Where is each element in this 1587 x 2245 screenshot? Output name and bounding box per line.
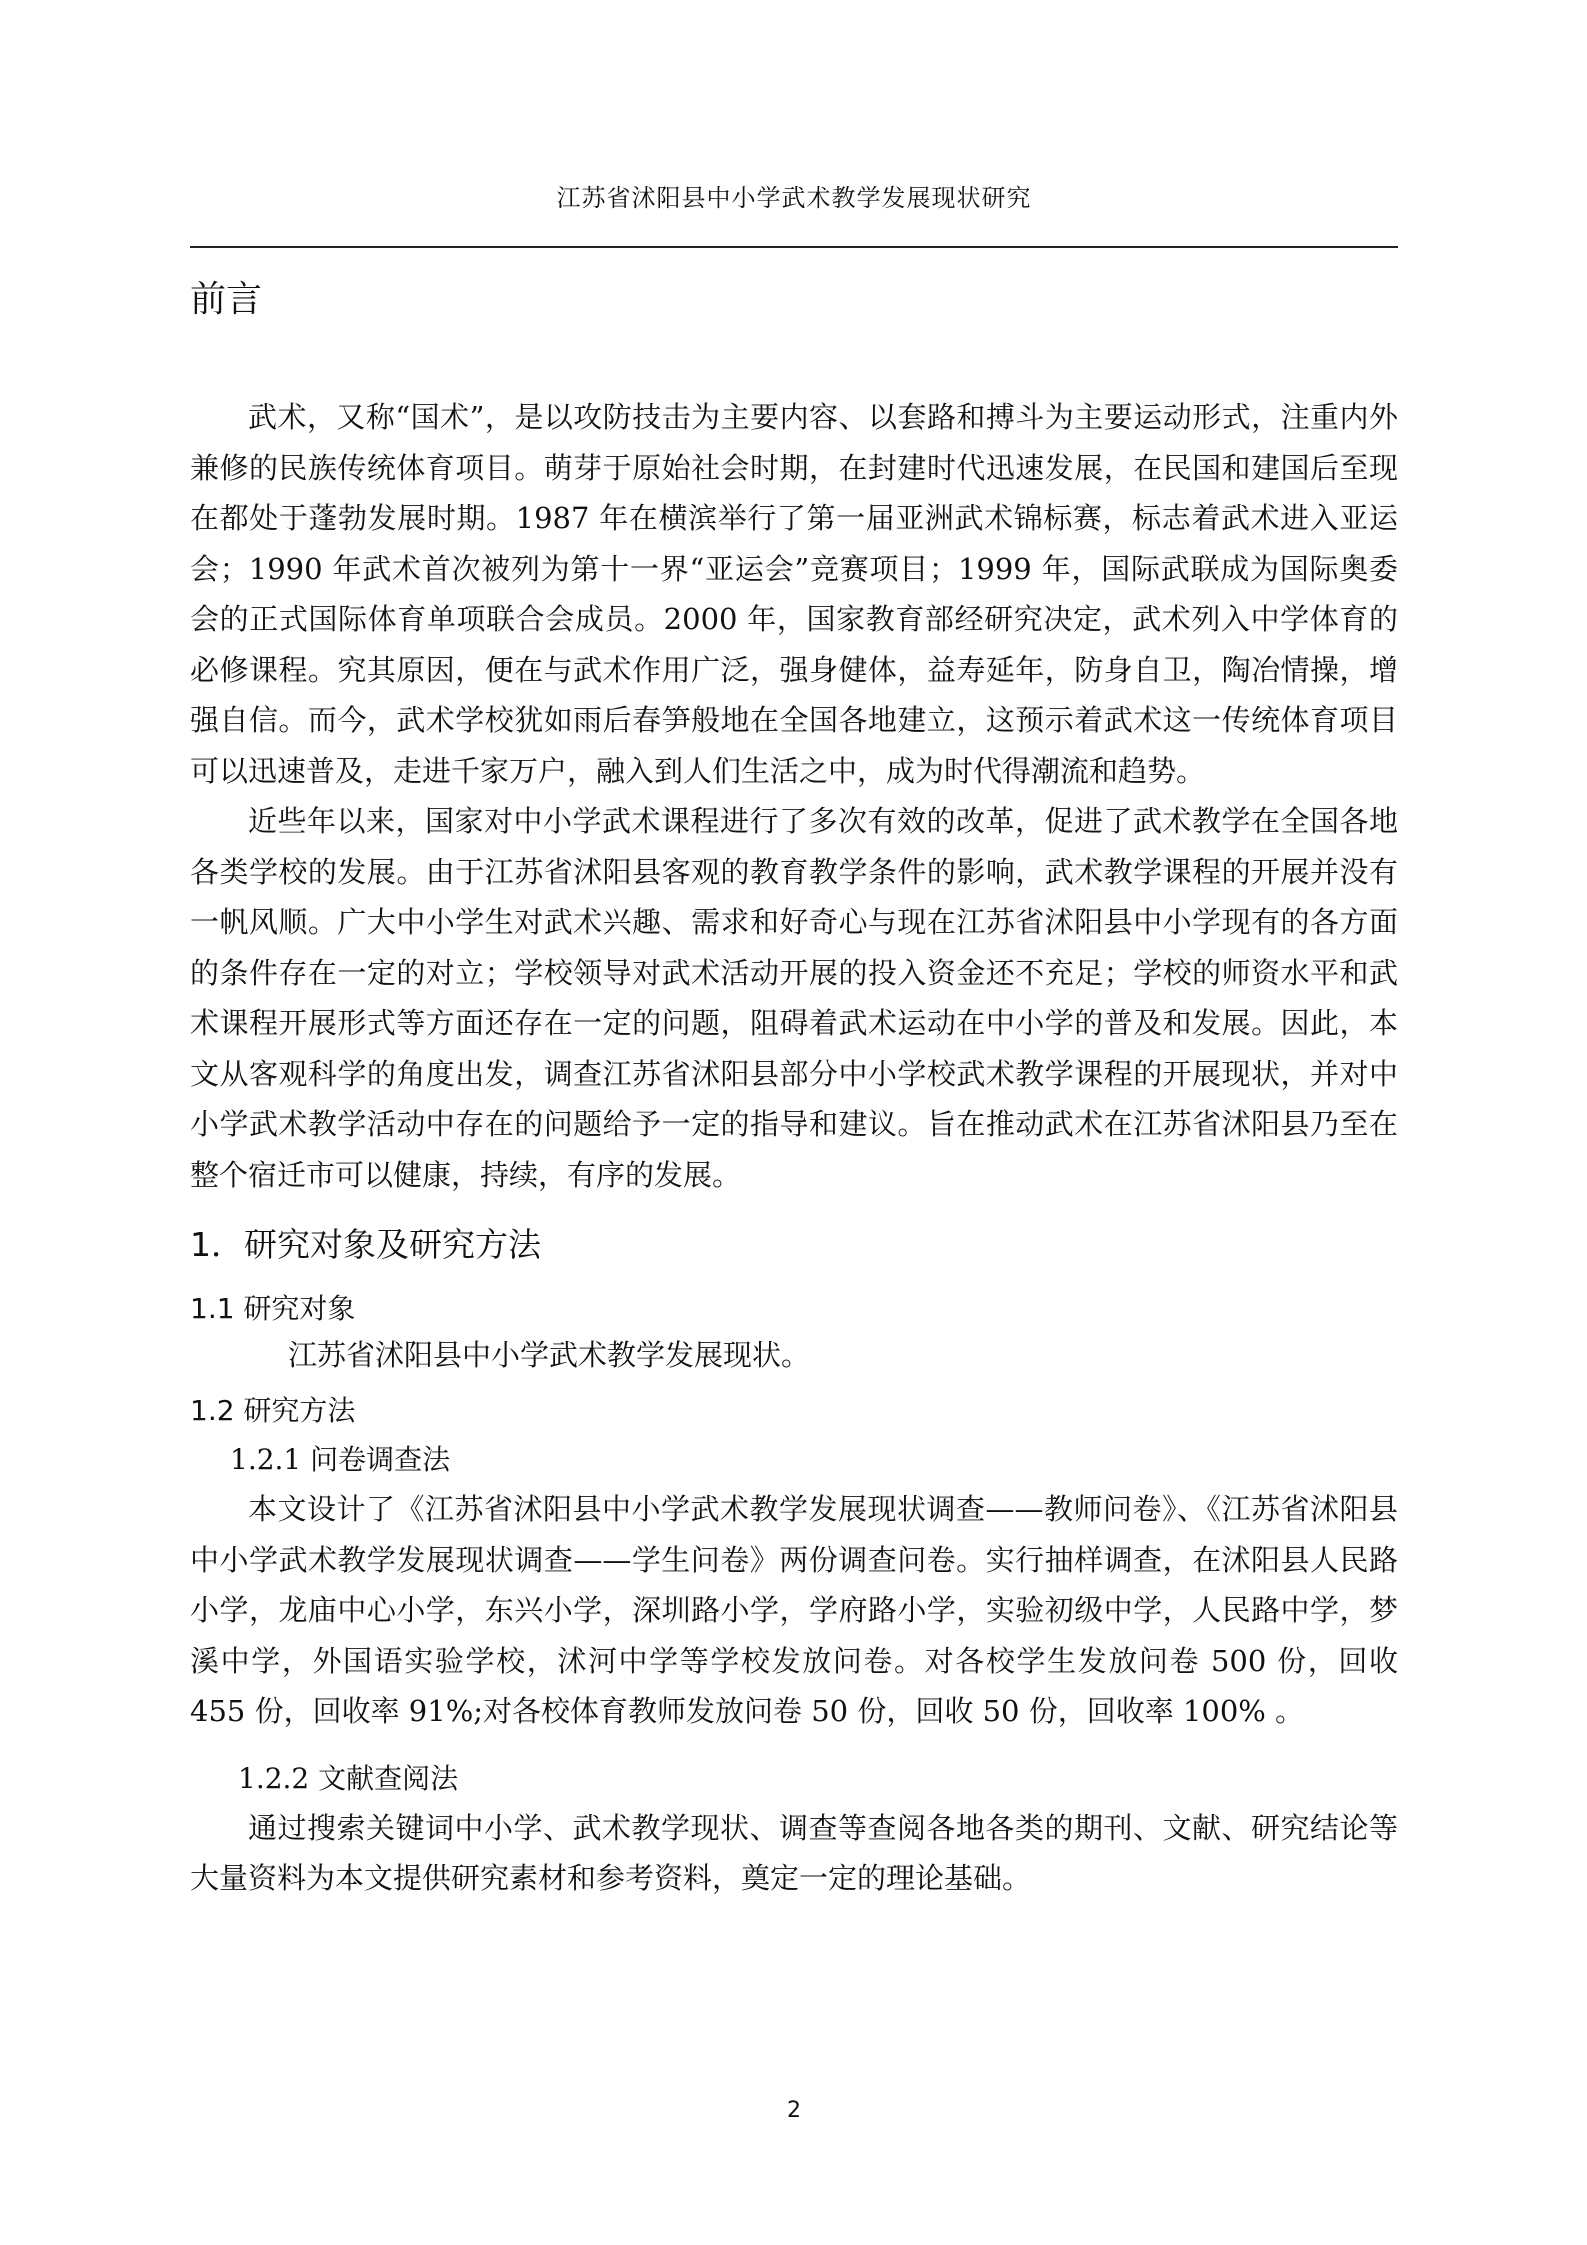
preface-paragraph-2: 近些年以来，国家对中小学武术课程进行了多次有效的改革，促进了武术教学在全国各地各类学校的发展。由于江苏省沭阳县客观的教育教学条件的影响，武术教学课程的开展并没有一帆风顺。广大中小学生对武术兴趣、需求和好奇心与现在江苏省沭阳县中小学现有的各方面的条件存在一定的对立；学校领导对武术活动开展的投入资金还不充足；学校的师资水平和武术课程开展形式等方面还存在一定的问题，阻碍着武术运动在中小学的普及和发展。因此，本文从客观科学的角度出发，调查江苏省沭阳县部分中小学校武术教学课程的开展现状，并对中小学武术教学活动中存在的问题给予一定的指导和建议。旨在推动武术在江苏省沭阳县乃至在整个宿迁市可以健康，持续，有序的发展。 — [190, 804, 1398, 1192]
preface-heading: 前言 — [190, 279, 263, 320]
section-1-heading: 1．研究对象及研究方法 — [190, 1225, 541, 1264]
header-rule — [190, 246, 1398, 248]
preface-paragraph-1: 武术，又称“国术”，是以攻防技击为主要内容、以套路和搏斗为主要运动形式，注重内外兼修的民族传统体育项目。萌芽于原始社会时期，在封建时代迅速发展，在民国和建国后至现在都处于蓬勃发展时期。1987 年在横滨举行了第一届亚洲武术锦标赛，标志着武术进入亚运会；1990 年武术首次被列为第十一界“亚运会”竞赛项目；1999 年，国际武联成为国际奥委会的正式国际体育单项联合会成员。2000 年，国家教育部经研究决定，武术列入中学体育的必修课程。究其原因，便在与武术作用广泛，强身健体，益寿延年，防身自卫，陶冶情操，增强自信。而今，武术学校犹如雨后春笋般地在全国各地建立，这预示着武术这一传统体育项目可以迅速普及，走进千家万户，融入到人们生活之中，成为时代得潮流和趋势。 — [190, 400, 1398, 788]
running-header: 江苏省沭阳县中小学武术教学发展现状研究 — [556, 184, 1032, 212]
page-content — [190, 262, 1398, 1904]
section-1-2-1-heading: 1.2.1 问卷调查法 — [230, 1443, 451, 1476]
section-1-2-heading: 1.2 研究方法 — [190, 1394, 356, 1427]
section-1-2-2-heading: 1.2.2 文献查阅法 — [238, 1761, 459, 1795]
page-number: 2 — [787, 2098, 801, 2123]
section-1-1-heading: 1.1 研究对象 — [190, 1292, 356, 1325]
section-1-1-text: 江苏省沭阳县中小学武术教学发展现状。 — [288, 1338, 811, 1372]
section-1-2-1-text: 本文设计了《江苏省沭阳县中小学武术教学发展现状调查——教师问卷》、《江苏省沭阳县中小学武术教学发展现状调查——学生问卷》两份调查问卷。实行抽样调查，在沭阳县人民路小学，龙庙中心小学，东兴小学，深圳路小学，学府路小学，实验初级中学，人民路中学，梦溪中学，外国语实验学校，沭河中学等学校发放问卷。对各校学生发放问卷 500 份，回收 455 份，回收率 91%;对各校体育教师发放问卷 50 份，回收 50 份，回收率 100% 。 — [190, 1492, 1398, 1728]
section-1-2-2-text: 通过搜索关键词中小学、武术教学现状、调查等查阅各地各类的期刊、文献、研究结论等大量资料为本文提供研究素材和参考资料，奠定一定的理论基础。 — [190, 1810, 1398, 1895]
